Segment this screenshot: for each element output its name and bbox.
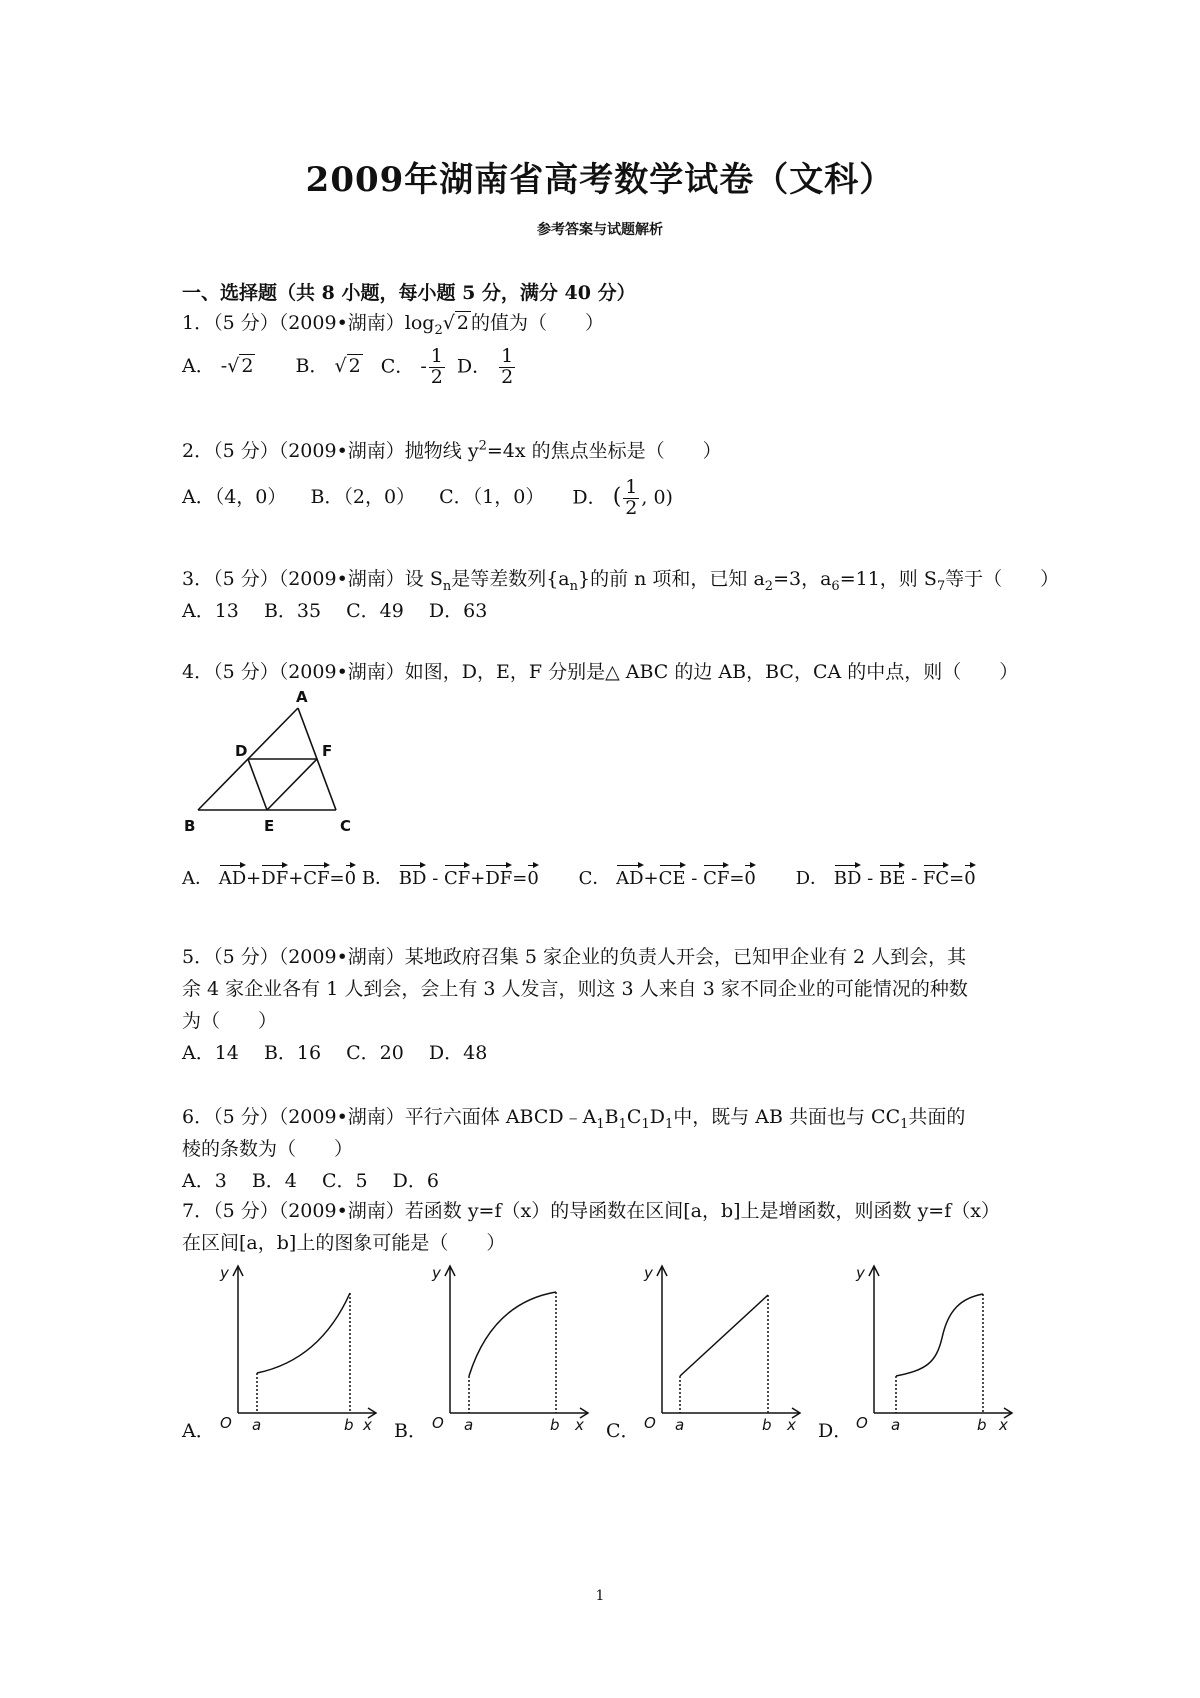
question-7-line-1: 7．（5 分）（2009•湖南）若函数 y=f（x）的导函数在区间[a，b]上是增函数，则函数 y=f（x） — [182, 1200, 1000, 1222]
page-number: 1 — [595, 1588, 605, 1604]
svg-text:O: O — [856, 1414, 868, 1432]
q7-graph-a — [210, 1258, 385, 1438]
svg-text:O: O — [644, 1414, 656, 1432]
svg-text:O: O — [220, 1414, 232, 1432]
svg-text:x: x — [787, 1416, 796, 1434]
q1-option-d: D． $\frac{1}{2}$ — [456, 345, 514, 388]
page-title: 2009年湖南省高考数学试卷（文科） — [305, 160, 895, 200]
q1-option-b: B． √ 2 — [295, 355, 361, 378]
question-4-options — [182, 862, 976, 890]
label-d: D — [235, 742, 248, 760]
question-5-line-1: 5．（5 分）（2009•湖南）某地政府召集 5 家企业的负责人开会，已知甲企业有 2 人到会，其 — [182, 946, 967, 968]
segment-ef — [267, 759, 317, 810]
curve-convex — [257, 1293, 350, 1373]
question-3-options: A．13 B．35 C．49 D．63 — [182, 600, 488, 622]
question-2-options — [182, 478, 673, 519]
question-6-line-1: 6．（5 分）（2009•湖南）平行六面体 $ABCD﹣A_1B_1C_1D_1$中，既与 AB 共面也与 $CC_1$共面的 — [182, 1106, 966, 1132]
sqrt-symbol: √ 2 — [442, 312, 469, 334]
svg-text:b: b — [550, 1416, 560, 1434]
question-4-stem: 4．（5 分）（2009•湖南）如图，D，E，F 分别是△ ABC 的边 AB，BC，CA 的中点，则（ ） — [182, 661, 1019, 683]
label-e: E — [264, 817, 275, 835]
question-6-line-2: 棱的条数为（ ） — [182, 1138, 354, 1160]
svg-text:a: a — [252, 1416, 262, 1434]
svg-text:x: x — [363, 1416, 372, 1434]
q2-option-b: B．（2，0） — [310, 486, 416, 509]
curve-linear — [680, 1295, 768, 1376]
label-a: A — [296, 690, 308, 706]
question-1-options — [182, 347, 517, 388]
q4-option-b: B． BD - CF+DF=0 — [362, 862, 539, 890]
svg-text:x: x — [575, 1416, 584, 1434]
q7-option-d-label: D． — [818, 1420, 853, 1442]
q7-option-a-label: A． — [182, 1420, 215, 1442]
svg-text:O: O — [432, 1414, 444, 1432]
q7-option-c-label: C． — [606, 1420, 640, 1442]
question-1-stem: 1．（5 分）（2009•湖南）$\log_2√$ 2 的值为（ ） — [182, 312, 604, 338]
svg-text:y: y — [220, 1264, 229, 1282]
svg-text:y: y — [432, 1264, 441, 1282]
q4-option-a: A． AD+DF+CF=0 — [182, 862, 356, 890]
q2-option-a: A．（4，0） — [182, 486, 287, 509]
curve-concave — [469, 1292, 556, 1376]
label-b: B — [184, 817, 196, 835]
svg-text:b: b — [344, 1416, 354, 1434]
question-5-options: A．14 B．16 C．20 D．48 — [182, 1042, 488, 1064]
q7-graph-d — [846, 1258, 1021, 1438]
section-heading: 一、选择题（共 8 小题，每小题 5 分，满分 40 分） — [182, 282, 636, 304]
label-c: C — [340, 817, 352, 835]
question-7-line-2: 在区间[a，b]上的图象可能是（ ） — [182, 1232, 506, 1254]
svg-text:y: y — [644, 1264, 653, 1282]
svg-text:b: b — [977, 1416, 987, 1434]
q1-option-a: A． -√ 2 — [182, 355, 254, 378]
q7-graph-b — [422, 1258, 597, 1438]
svg-text:y: y — [856, 1264, 865, 1282]
q2-option-c: C．（1，0） — [439, 486, 545, 509]
label-f: F — [322, 742, 333, 760]
svg-text:a: a — [464, 1416, 474, 1434]
curve-s-shaped — [896, 1294, 983, 1376]
question-2-stem: 2．（5 分）（2009•湖南）抛物线 $y^2=4x$ 的焦点坐标是（ ） — [182, 438, 722, 462]
q4-option-c: C． AD+CE - CF=0 — [579, 862, 756, 890]
q4-option-d: D． BD - BE - FC=0 — [796, 862, 976, 890]
q2-option-d: D． ( $\frac{1}{2}$ , 0) — [572, 476, 673, 519]
question-3-stem: 3．（5 分）（2009•湖南）设 $S_n$是等差数列$\{a_n\}$的前 n 项和，已知 $a_2=3$，$a_6=11$，则 $S_7$等于（ ） — [182, 568, 1060, 594]
svg-text:b: b — [762, 1416, 772, 1434]
page-subtitle: 参考答案与试题解析 — [537, 222, 663, 238]
q7-graph-c — [634, 1258, 809, 1438]
svg-text:a: a — [675, 1416, 685, 1434]
segment-de — [248, 759, 267, 810]
question-5-line-2: 余 4 家企业各有 1 人到会，会上有 3 人发言，则这 3 人来自 3 家不同企业的可能情况的种数 — [182, 978, 968, 1000]
question-6-options: A．3 B．4 C．5 D．6 — [182, 1170, 439, 1192]
q7-option-b-label: B． — [394, 1420, 427, 1442]
question-5-line-3: 为（ ） — [182, 1010, 278, 1032]
svg-text:a: a — [891, 1416, 901, 1434]
svg-text:x: x — [999, 1416, 1008, 1434]
q1-option-c: C． - $\frac{1}{2}$ — [380, 345, 443, 388]
triangle-figure — [180, 690, 380, 842]
